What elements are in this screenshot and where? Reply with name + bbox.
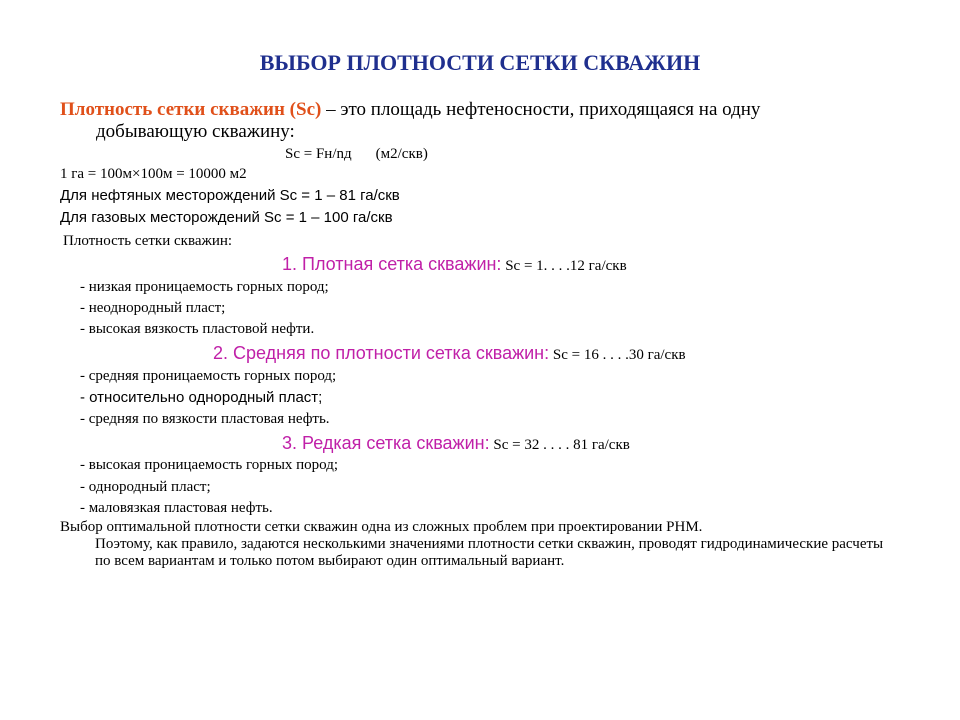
conclusion-paragraph: [60, 519, 890, 570]
conclusion-line1: Выбор оптимальной плотности сетки скважин одна из сложных проблем при проектировании РНМ.: [60, 519, 703, 535]
definition-term: Плотность сетки скважин (Sc): [60, 99, 322, 120]
oil-fields-line: Для нефтяных месторождений Sc = 1 – 81 га/скв: [60, 187, 400, 204]
definition-paragraph: [60, 99, 860, 143]
list-item: - средняя проницаемость горных пород;: [80, 368, 337, 384]
list-item: - низкая проницаемость горных пород;: [80, 279, 329, 295]
formula-line: [285, 146, 428, 163]
list-item: - маловязкая пластовая нефть.: [80, 500, 273, 516]
conversion-line: 1 га = 100м×100м = 10000 м2: [60, 166, 247, 182]
conclusion-rest: Поэтому, как правило, задаются несколькими значениями плотности сетки скважин, проводят гидродинамические расчеты по всем вариантам и только потом выбирают один оптимальный вариант.: [95, 536, 884, 569]
definition-text-line2: добывающую скважину:: [96, 121, 295, 142]
formula-expression: Sc = Fн/nд: [285, 146, 352, 162]
list-item: - относительно однородный пласт;: [80, 389, 323, 406]
list-item: - неоднородный пласт;: [80, 300, 226, 316]
definition-text-line1: – это площадь нефтеносности, приходящаяся на одну: [321, 99, 761, 120]
list-item: - высокая проницаемость горных пород;: [80, 457, 339, 473]
category-heading-dense: 1. Плотная сетка скважин: Sc = 1. . . .12 га/скв: [282, 254, 627, 274]
list-item: - высокая вязкость пластовой нефти.: [80, 321, 315, 337]
category-heading-medium: 2. Средняя по плотности сетка скважин: Sc = 16 . . . .30 га/скв: [213, 343, 686, 363]
density-intro: Плотность сетки скважин:: [63, 233, 233, 249]
list-item: - однородный пласт;: [80, 479, 211, 495]
list-item: - средняя по вязкости пластовая нефть.: [80, 411, 330, 427]
page-title: ВЫБОР ПЛОТНОСТИ СЕТКИ СКВАЖИН: [259, 50, 701, 75]
formula-units: (м2/скв): [375, 146, 428, 162]
gas-fields-line: Для газовых месторождений Sc = 1 – 100 га/скв: [60, 209, 393, 226]
category-heading-sparse: 3. Редкая сетка скважин: Sc = 32 . . . . 81 га/скв: [282, 433, 630, 453]
